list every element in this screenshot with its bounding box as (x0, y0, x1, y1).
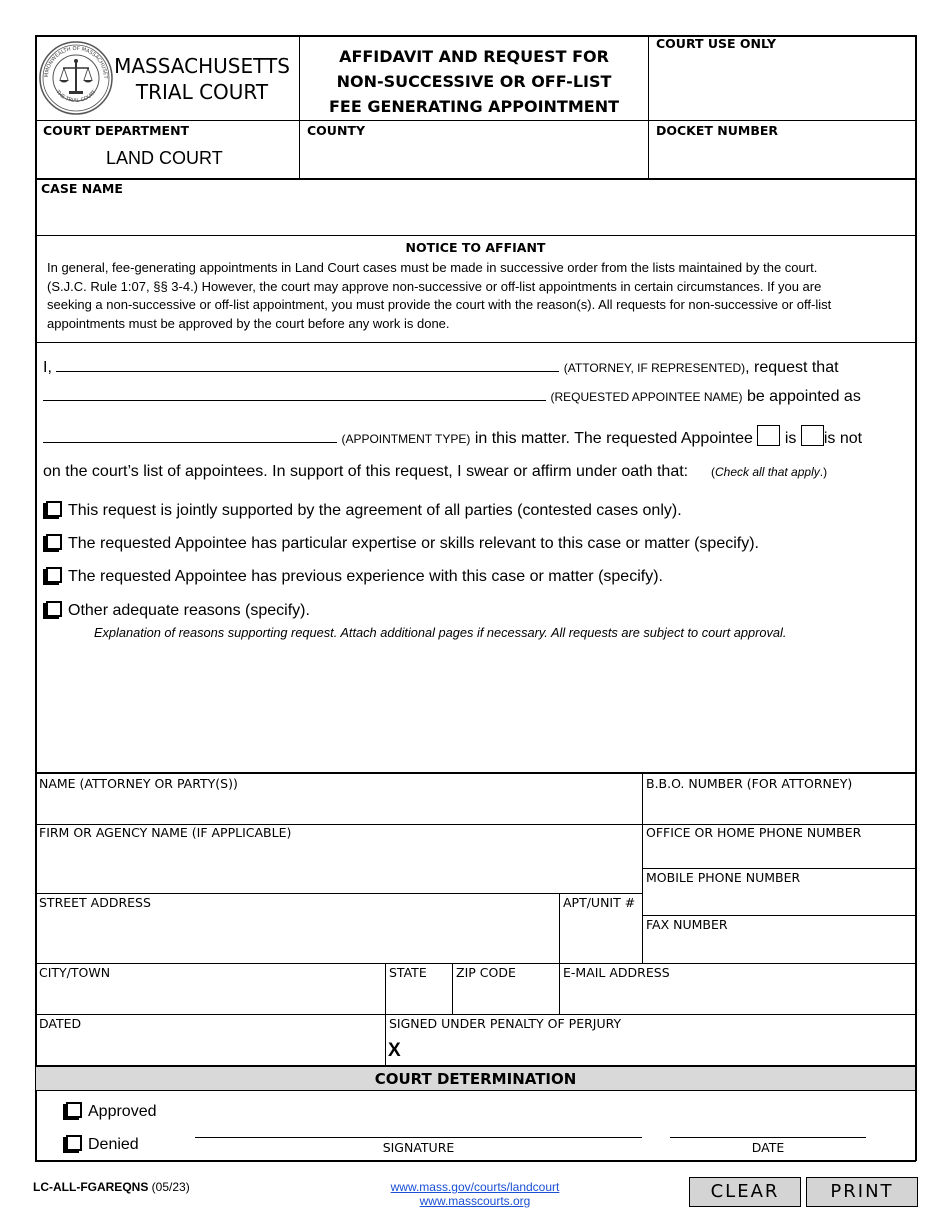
county-field[interactable] (302, 140, 646, 176)
frame-left (35, 35, 37, 1161)
org-name (112, 53, 292, 105)
street-field[interactable] (38, 913, 557, 961)
svg-text:COMMONWEALTH OF MASSACHUSETTS: MMONWEALTH OF MASSACHUSET (43, 45, 109, 79)
apt-field[interactable] (562, 913, 640, 961)
court-department-label: COURT DEPARTMENT (43, 123, 190, 138)
docket-number-field[interactable] (651, 140, 913, 176)
form-title (300, 44, 648, 119)
mobile-field[interactable] (645, 888, 913, 913)
is-text: is (784, 430, 797, 447)
footer-links (300, 1180, 650, 1208)
notice-line2: (S.J.C. Rule 1:07, §§ 3-4.) However, the court may approve non-successive or off-list appointments in certain circumstances. If you are (47, 278, 822, 294)
case-name-label: CASE NAME (41, 181, 123, 196)
bbo-label: B.B.O. NUMBER (FOR ATTORNEY) (646, 776, 853, 791)
signature-label: SIGNATURE (382, 1140, 455, 1155)
signature-field[interactable] (406, 1034, 913, 1063)
affidavit-line3 (43, 425, 862, 449)
mobile-label: MOBILE PHONE NUMBER (646, 870, 801, 885)
bbo-field[interactable] (645, 794, 913, 822)
org-line2: TRIAL COURT (135, 80, 269, 104)
email-field[interactable] (562, 983, 913, 1012)
state-label: STATE (389, 965, 427, 980)
email-label: E-MAIL ADDRESS (563, 965, 670, 980)
option3-text: The requested Appointee has previous experience with this case or matter (specify). (68, 568, 663, 585)
svg-text:THE TRIAL COURT: THE TRIAL COURT (54, 89, 98, 105)
explanation-field[interactable] (40, 645, 912, 769)
appointment-type-blank[interactable] (43, 429, 337, 443)
org-line1: MASSACHUSETTS (114, 54, 290, 78)
phone-field[interactable] (645, 843, 913, 866)
firm-label: FIRM OR AGENCY NAME (IF APPLICABLE) (39, 825, 292, 840)
option4-text: Other adequate reasons (specify). (68, 602, 310, 619)
appointee-hint: (REQUESTED APPOINTEE NAME) (550, 390, 743, 404)
case-name-field[interactable] (38, 198, 913, 233)
option-other (43, 601, 310, 621)
grid-h-phone (642, 868, 916, 869)
clear-button[interactable]: CLEAR (689, 1177, 801, 1207)
title-line3: FEE GENERATING APPOINTMENT (328, 97, 619, 116)
court-seal (38, 40, 114, 116)
signed-label: SIGNED UNDER PENALTY OF PERJURY (389, 1016, 622, 1031)
notice-text (47, 259, 831, 333)
approved-text: Approved (88, 1103, 157, 1120)
title-line1: AFFIDAVIT AND REQUEST FOR (339, 47, 609, 66)
grid-v-apt (559, 893, 560, 1014)
i-text: I, (43, 359, 52, 376)
attorney-hint: (ATTORNEY, IF REPRESENTED) (563, 361, 746, 375)
type-hint: (APPOINTMENT TYPE) (341, 432, 471, 446)
be-appointed-text: be appointed as (746, 388, 861, 405)
court-department-value[interactable]: LAND COURT (106, 148, 223, 168)
frame-bottom (35, 1160, 916, 1162)
determination-title: COURT DETERMINATION (374, 1070, 577, 1088)
is-not-on-list-checkbox[interactable] (801, 425, 824, 446)
city-field[interactable] (38, 983, 383, 1012)
title-line2: NON-SUCCESSIVE OR OFF-LIST (336, 72, 612, 91)
notice-line1: In general, fee-generating appointments in Land Court cases must be made in successive order from the lists maintained by the court. (47, 260, 818, 275)
dept-row-line (35, 178, 916, 180)
grid-h-street (35, 963, 916, 964)
frame-top (35, 35, 916, 37)
joint-support-checkbox[interactable] (46, 501, 62, 517)
experience-checkbox[interactable] (46, 567, 62, 583)
dated-label: DATED (39, 1016, 82, 1031)
header-row-line (35, 120, 916, 121)
form-code-id: LC-ALL-FGAREQNS (33, 1180, 149, 1194)
land-court-link[interactable]: www.mass.gov/courts/landcourt (390, 1180, 560, 1194)
city-label: CITY/TOWN (39, 965, 111, 980)
grid-h-firm (35, 893, 643, 894)
docket-number-label: DOCKET NUMBER (656, 123, 779, 138)
approved-option (63, 1102, 157, 1122)
affidavit-line4 (43, 462, 827, 482)
grid-v-zip (452, 963, 453, 1014)
grid-h-mobile (642, 915, 916, 916)
denied-option (63, 1135, 139, 1155)
denied-checkbox[interactable] (66, 1135, 82, 1151)
option1-text: This request is jointly supported by the agreement of all parties (contested cases only). (68, 502, 682, 519)
notice-line4: appointments must be approved by the court before any work is done. (47, 315, 450, 331)
option-joint-support (43, 501, 682, 521)
name-field[interactable] (38, 794, 640, 822)
state-field[interactable] (388, 983, 450, 1012)
print-button[interactable]: PRINT (806, 1177, 918, 1207)
street-label: STREET ADDRESS (39, 895, 151, 910)
county-label: COUNTY (307, 123, 365, 138)
name-label: NAME (ATTORNEY OR PARTY(S)) (39, 776, 238, 791)
affidavit-line2 (43, 387, 861, 407)
fax-field[interactable] (645, 935, 913, 961)
check-all-hint: (Check all that apply.) (711, 465, 828, 479)
denied-text: Denied (88, 1136, 139, 1153)
masscourts-link[interactable]: www.masscourts.org (419, 1194, 531, 1208)
approved-checkbox[interactable] (66, 1102, 82, 1118)
expertise-checkbox[interactable] (46, 534, 62, 550)
zip-label: ZIP CODE (456, 965, 516, 980)
header-divider-2 (648, 35, 649, 178)
dated-field[interactable] (38, 1034, 383, 1063)
zip-field[interactable] (455, 983, 557, 1012)
signature-line[interactable] (195, 1137, 642, 1138)
appointee-name-blank[interactable] (43, 387, 546, 401)
option-experience (43, 567, 663, 587)
grid-h-city (35, 1014, 916, 1015)
fax-label: FAX NUMBER (646, 917, 728, 932)
is-not-text: is not (823, 430, 863, 447)
explanation-hint: Explanation of reasons supporting request. Attach additional pages if necessary. All requests are subject to court approval. (94, 625, 787, 640)
affidavit-line1 (43, 358, 839, 378)
option2-text: The requested Appointee has particular expertise or skills relevant to this case or matter (specify). (68, 535, 759, 552)
form-code (33, 1180, 190, 1194)
phone-label: OFFICE OR HOME PHONE NUMBER (646, 825, 862, 840)
signature-x-mark: X (388, 1040, 401, 1061)
case-row-line (35, 235, 916, 236)
notice-title: NOTICE TO AFFIANT (405, 240, 546, 255)
form-code-date: (05/23) (151, 1180, 190, 1194)
oath-text: on the court’s list of appointees. In support of this request, I swear or affirm under oath that: (43, 463, 689, 480)
is-on-list-checkbox[interactable] (757, 425, 780, 446)
option-expertise (43, 534, 759, 554)
firm-field[interactable] (38, 843, 640, 891)
in-this-matter-text: in this matter. The requested Appointee (474, 430, 753, 447)
notice-line3: seeking a non-successive or off-list appointment, you must provide the court with the reason(s). All requests for non-successive or off-list (47, 297, 832, 313)
apt-label: APT/UNIT # (563, 895, 636, 910)
request-that-text: , request that (745, 359, 839, 376)
attorney-name-blank[interactable] (56, 358, 559, 372)
frame-right (915, 35, 917, 1161)
notice-row-line (35, 342, 916, 343)
other-reasons-checkbox[interactable] (46, 601, 62, 617)
date-label: DATE (751, 1140, 785, 1155)
court-use-only-label: COURT USE ONLY (656, 36, 777, 51)
date-line[interactable] (670, 1137, 866, 1138)
affidavit-bottom-line (35, 772, 916, 774)
